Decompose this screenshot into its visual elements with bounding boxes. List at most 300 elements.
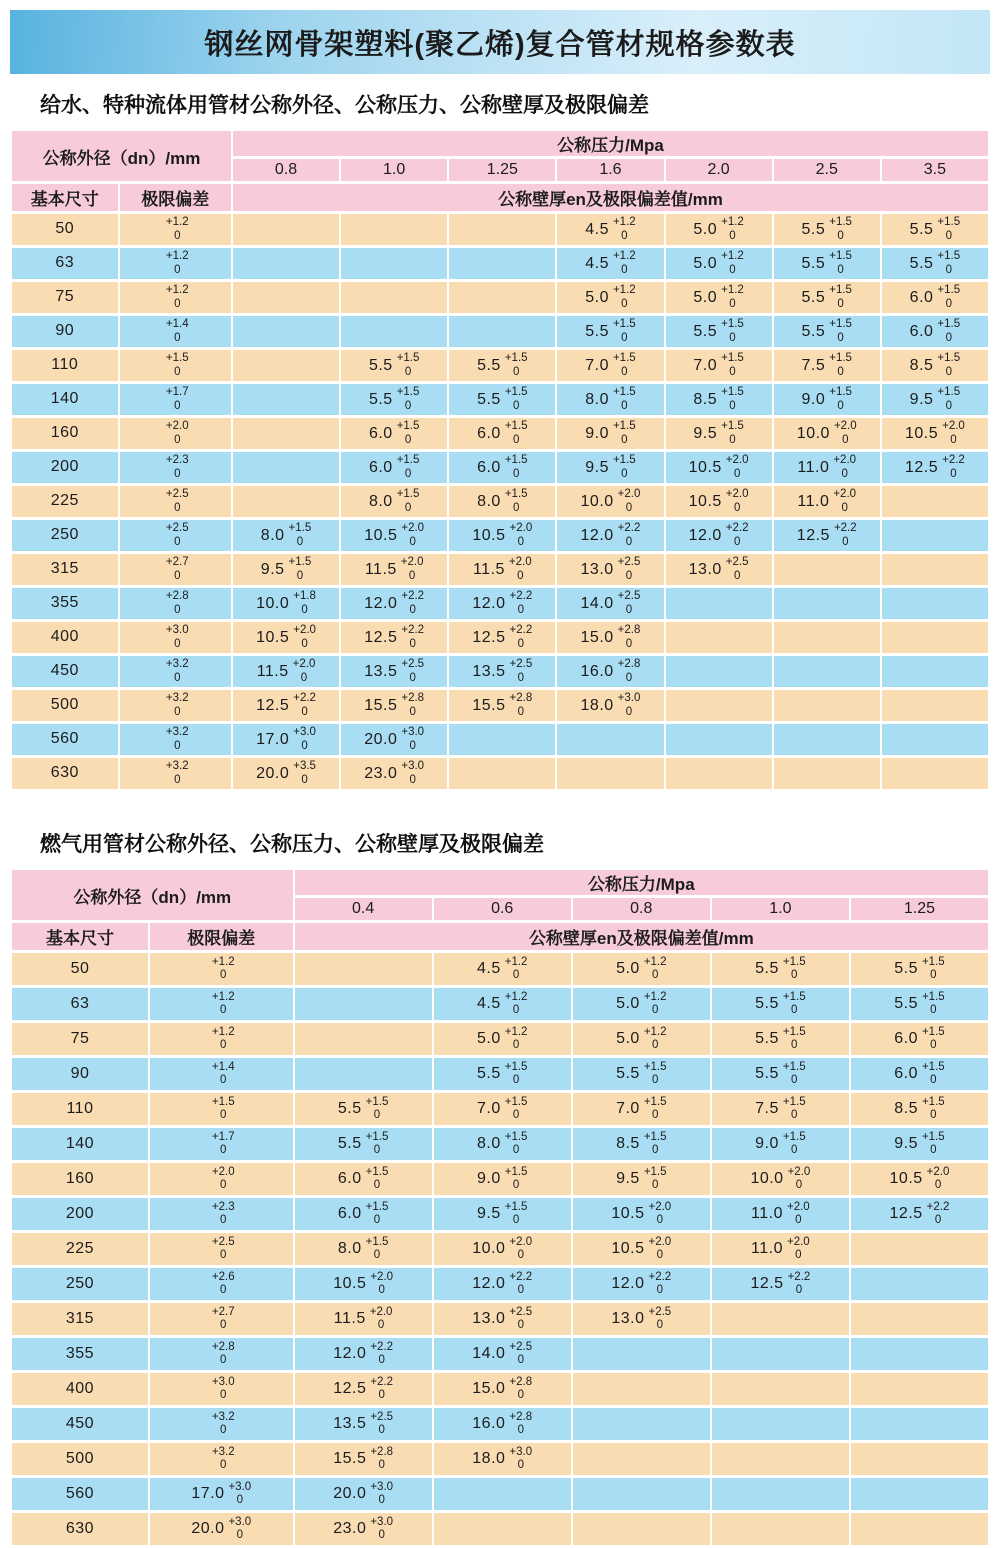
lower-deviation: 0 (174, 773, 181, 786)
thickness-value (712, 1093, 849, 1125)
thickness-number: 6.0 (477, 458, 501, 476)
tolerance-stack (922, 1026, 945, 1052)
thickness-number: 12.5 (904, 458, 939, 476)
upper-deviation: +1.2 (643, 1025, 667, 1038)
tolerance-stack (937, 386, 960, 412)
table-row (12, 520, 988, 551)
lower-deviation: 0 (220, 1179, 227, 1191)
tolerance-stack (613, 352, 636, 378)
upper-deviation: +2.2 (926, 1200, 950, 1213)
empty-cell (666, 724, 772, 755)
thickness-number: 5.5 (801, 254, 826, 272)
thickness-value (573, 953, 710, 985)
thickness-number: 11.0 (751, 1240, 783, 1257)
upper-deviation: +1.4 (165, 318, 189, 331)
tolerance-stack (366, 1131, 389, 1157)
pressure-value: 0.6 (434, 898, 571, 920)
thickness-value (233, 724, 339, 755)
lower-deviation: 0 (220, 969, 227, 981)
lower-deviation: 0 (174, 671, 181, 684)
dn-number: 560 (65, 1484, 95, 1502)
tolerance-stack (212, 956, 235, 982)
lower-deviation: 0 (837, 399, 844, 412)
lower-deviation: 0 (220, 1004, 227, 1016)
thickness-value (434, 1023, 571, 1055)
dn-value (12, 1023, 148, 1055)
thickness-value (295, 1373, 432, 1405)
lower-deviation: 0 (512, 1214, 520, 1226)
thickness-value (449, 418, 555, 449)
thickness-number: 5.5 (368, 390, 393, 408)
upper-deviation: +2.0 (786, 1235, 810, 1248)
thickness-value (774, 316, 880, 347)
deviation-value (150, 1268, 293, 1300)
thickness-number: 9.5 (260, 560, 285, 578)
upper-deviation: +1.5 (504, 1095, 528, 1108)
empty-cell (434, 1478, 571, 1510)
dn-number: 250 (50, 526, 79, 544)
empty-cell (295, 953, 432, 985)
upper-deviation: +1.5 (365, 1095, 389, 1108)
lower-deviation: 0 (950, 467, 957, 480)
tolerance-stack (397, 352, 420, 378)
tolerance-stack (293, 624, 316, 650)
tolerance-stack (293, 726, 316, 752)
empty-cell (851, 1443, 988, 1475)
lower-deviation: 0 (378, 1389, 385, 1401)
dn-value (12, 554, 118, 585)
pressure-value: 0.4 (295, 898, 432, 920)
thickness-value (341, 452, 447, 483)
thickness-number: 8.5 (693, 390, 718, 408)
lower-deviation: 0 (512, 1074, 520, 1086)
pressure-value: 2.0 (666, 159, 772, 181)
thickness-value (434, 1128, 571, 1160)
upper-deviation: +1.5 (921, 955, 945, 968)
thickness-number: 5.5 (801, 322, 826, 340)
thickness-value (557, 622, 663, 653)
upper-deviation: +1.5 (643, 1060, 667, 1073)
thickness-value (712, 1128, 849, 1160)
thickness-number: 10.5 (364, 526, 398, 544)
upper-deviation: +2.8 (509, 1375, 533, 1388)
lower-deviation: 0 (409, 739, 416, 752)
lower-deviation: 0 (404, 467, 412, 480)
tolerance-stack (509, 1446, 532, 1472)
thickness-value (557, 384, 663, 415)
upper-deviation: +1.2 (165, 250, 189, 263)
thickness-number: 11.0 (797, 458, 830, 476)
lower-deviation: 0 (220, 1424, 227, 1436)
thickness-value (573, 1058, 710, 1090)
tolerance-stack (366, 1096, 389, 1122)
tolerance-stack (228, 1516, 251, 1542)
upper-deviation: +2.5 (370, 1410, 394, 1423)
empty-cell (851, 1338, 988, 1370)
tolerance-stack (212, 1201, 235, 1227)
lower-deviation: 0 (517, 1424, 524, 1436)
dn-number: 110 (66, 1099, 94, 1117)
thickness-value (712, 1268, 849, 1300)
tolerance-stack (505, 488, 528, 514)
thickness-value (449, 486, 555, 517)
empty-cell (712, 1443, 849, 1475)
thickness-number: 4.5 (585, 254, 609, 272)
thickness-number: 13.5 (333, 1415, 367, 1432)
dn-value (12, 758, 118, 789)
thickness-number: 9.5 (894, 1135, 918, 1152)
thickness-value (851, 1128, 988, 1160)
upper-deviation: +2.7 (165, 556, 189, 569)
lower-deviation: 0 (220, 1249, 227, 1261)
tolerance-stack (613, 420, 636, 446)
lower-deviation: 0 (378, 1284, 385, 1296)
lower-deviation: 0 (625, 705, 633, 718)
lower-deviation: 0 (625, 569, 633, 582)
upper-deviation: +3.0 (293, 726, 316, 739)
lower-deviation: 0 (517, 1389, 524, 1401)
deviation-value (150, 953, 293, 985)
dn-number: 630 (65, 1519, 95, 1537)
tolerance-stack (401, 760, 424, 786)
pressure-value: 2.5 (774, 159, 880, 181)
dn-value (12, 1373, 148, 1405)
table-row (12, 486, 988, 517)
upper-deviation: +2.0 (165, 420, 189, 433)
tolerance-stack (370, 1376, 393, 1402)
upper-deviation: +1.5 (829, 216, 852, 229)
table-row (12, 1268, 988, 1300)
table-row (12, 1513, 988, 1545)
tolerance-stack (166, 454, 189, 480)
lower-deviation: 0 (409, 705, 416, 718)
thickness-value (557, 350, 663, 381)
thickness-number: 9.5 (616, 1170, 640, 1187)
tolerance-stack (166, 352, 189, 378)
upper-deviation: +1.5 (504, 488, 528, 501)
empty-cell (712, 1408, 849, 1440)
thickness-number: 6.0 (337, 1205, 362, 1222)
empty-cell (851, 1478, 988, 1510)
upper-deviation: +2.0 (725, 454, 749, 467)
lower-deviation: 0 (651, 1144, 659, 1156)
lower-deviation: 0 (512, 1109, 520, 1121)
lower-deviation: 0 (236, 1529, 244, 1541)
thickness-number: 10.5 (904, 424, 939, 442)
tolerance-stack (613, 454, 636, 480)
lower-deviation: 0 (729, 331, 736, 344)
upper-deviation: +3.0 (370, 1515, 394, 1528)
lower-deviation: 0 (842, 535, 849, 548)
lower-deviation: 0 (301, 603, 308, 616)
lower-deviation: 0 (409, 671, 416, 684)
thickness-number: 10.5 (611, 1205, 645, 1222)
thickness-value (341, 554, 447, 585)
lower-deviation: 0 (512, 1179, 520, 1191)
tolerance-stack (370, 1411, 393, 1437)
dn-value (12, 282, 118, 313)
upper-deviation: +1.5 (365, 1235, 389, 1248)
thickness-number: 13.0 (611, 1310, 645, 1327)
dn-value (12, 588, 118, 619)
thickness-value (666, 282, 772, 313)
lower-deviation: 0 (837, 365, 844, 378)
tolerance-stack (618, 522, 641, 548)
nominal-pressure-header: 公称压力/Mpa (295, 870, 988, 895)
upper-deviation: +2.8 (509, 1410, 533, 1423)
tolerance-stack (649, 1271, 672, 1297)
dn-number: 630 (50, 764, 79, 782)
thickness-number: 12.0 (333, 1345, 367, 1362)
table-row (12, 1093, 988, 1125)
wall-thickness-header: 公称壁厚en及极限偏差值/mm (233, 184, 988, 211)
empty-cell (851, 1513, 988, 1545)
table-row (12, 953, 988, 985)
tolerance-stack (509, 1341, 532, 1367)
lower-deviation: 0 (404, 501, 412, 514)
lower-deviation: 0 (409, 603, 416, 616)
thickness-number: 12.5 (364, 628, 398, 646)
deviation-value (120, 350, 231, 381)
lower-deviation: 0 (220, 1039, 227, 1051)
tolerance-stack (618, 488, 641, 514)
thickness-number: 8.0 (260, 526, 285, 544)
lower-deviation: 0 (296, 569, 304, 582)
upper-deviation: +2.5 (211, 1235, 235, 1248)
lower-deviation: 0 (729, 365, 736, 378)
deviation-value (120, 622, 231, 653)
lower-deviation: 0 (174, 229, 181, 242)
lower-deviation: 0 (656, 1284, 664, 1296)
thickness-number: 20.0 (333, 1485, 367, 1502)
lower-deviation: 0 (795, 1284, 803, 1296)
table-row (12, 1478, 988, 1510)
upper-deviation: +2.0 (211, 1165, 235, 1178)
empty-cell (341, 248, 447, 279)
lower-deviation: 0 (174, 535, 181, 548)
thickness-number: 10.5 (472, 526, 506, 544)
lower-deviation: 0 (625, 603, 633, 616)
empty-cell (233, 418, 339, 449)
empty-cell (712, 1513, 849, 1545)
tolerance-stack (649, 1306, 672, 1332)
empty-cell (851, 1373, 988, 1405)
upper-deviation: +1.5 (504, 386, 528, 399)
tolerance-stack (166, 386, 189, 412)
lower-deviation: 0 (837, 297, 844, 310)
thickness-value (557, 656, 663, 687)
tolerance-stack (212, 1096, 235, 1122)
tolerance-stack (505, 1131, 528, 1157)
empty-cell (666, 758, 772, 789)
thickness-value (557, 588, 663, 619)
lower-deviation: 0 (945, 263, 952, 276)
thickness-value (341, 758, 447, 789)
dn-value (12, 486, 118, 517)
deviation-value (120, 554, 231, 585)
upper-deviation: +1.5 (829, 386, 852, 399)
water-pipe-table-body (12, 214, 988, 789)
lower-deviation: 0 (512, 365, 520, 378)
tolerance-stack (166, 522, 189, 548)
tolerance-stack (212, 991, 235, 1017)
table-row (12, 724, 988, 755)
tolerance-stack (613, 250, 636, 276)
thickness-number: 13.0 (688, 560, 722, 578)
table-row (12, 988, 988, 1020)
empty-cell (882, 622, 988, 653)
upper-deviation: +2.5 (509, 658, 533, 671)
tolerance-stack (649, 1201, 672, 1227)
tolerance-stack (721, 250, 744, 276)
thickness-number: 9.0 (476, 1170, 501, 1187)
thickness-number: 11.5 (333, 1310, 366, 1327)
deviation-value (120, 690, 231, 721)
upper-deviation: +2.3 (211, 1200, 235, 1213)
tolerance-stack (370, 1481, 393, 1507)
lower-deviation: 0 (795, 1179, 803, 1191)
thickness-number: 7.5 (755, 1100, 779, 1117)
thickness-number: 5.0 (693, 288, 718, 306)
upper-deviation: +1.5 (612, 386, 636, 399)
thickness-number: 5.5 (909, 254, 934, 272)
upper-deviation: +3.2 (211, 1410, 235, 1423)
upper-deviation: +2.5 (617, 556, 641, 569)
upper-deviation: +2.5 (401, 658, 425, 671)
thickness-value (557, 554, 663, 585)
thickness-number: 8.0 (477, 492, 501, 510)
lower-deviation: 0 (517, 705, 525, 718)
upper-deviation: +2.2 (509, 590, 533, 603)
lower-deviation: 0 (656, 1249, 664, 1261)
upper-deviation: +2.5 (617, 590, 641, 603)
thickness-number: 6.0 (909, 288, 934, 306)
empty-cell (573, 1338, 710, 1370)
lower-deviation: 0 (729, 263, 736, 276)
thickness-value (573, 1303, 710, 1335)
upper-deviation: +2.0 (400, 556, 424, 569)
table-row (12, 1128, 988, 1160)
thickness-number: 5.5 (894, 995, 918, 1012)
upper-deviation: +2.8 (165, 590, 189, 603)
thickness-value (573, 1023, 710, 1055)
lower-deviation: 0 (296, 535, 304, 548)
tolerance-stack (726, 454, 749, 480)
empty-cell (882, 588, 988, 619)
lower-deviation: 0 (621, 297, 628, 310)
tolerance-stack (509, 556, 532, 582)
dn-number: 315 (50, 560, 79, 578)
thickness-value (573, 1233, 710, 1265)
empty-cell (295, 1023, 432, 1055)
pressure-value: 3.5 (882, 159, 988, 181)
tolerance-stack (937, 216, 960, 242)
thickness-number: 9.5 (585, 458, 609, 476)
thickness-number: 17.0 (256, 730, 290, 748)
thickness-value (573, 1128, 710, 1160)
upper-deviation: +3.2 (165, 760, 189, 773)
upper-deviation: +1.2 (165, 216, 189, 229)
dn-value (12, 988, 148, 1020)
thickness-value (233, 622, 339, 653)
upper-deviation: +1.5 (504, 352, 528, 365)
tolerance-stack (644, 1131, 667, 1157)
lower-deviation: 0 (621, 229, 628, 242)
thickness-number: 9.0 (801, 390, 826, 408)
tolerance-stack (509, 1306, 532, 1332)
tolerance-stack (922, 956, 945, 982)
dn-value (12, 520, 118, 551)
thickness-number: 6.0 (894, 1065, 918, 1082)
lower-deviation: 0 (950, 433, 957, 446)
thickness-number: 9.0 (755, 1135, 779, 1152)
lower-deviation: 0 (651, 1109, 659, 1121)
tolerance-stack (401, 692, 424, 718)
tolerance-stack (166, 250, 189, 276)
thickness-value (666, 486, 772, 517)
tolerance-stack (726, 488, 749, 514)
deviation-value (150, 1408, 293, 1440)
thickness-value (557, 214, 663, 245)
lower-deviation: 0 (174, 603, 181, 616)
empty-cell (712, 1303, 849, 1335)
tolerance-stack (788, 1271, 811, 1297)
dn-number: 450 (65, 1414, 95, 1432)
thickness-value (233, 520, 339, 551)
thickness-value (295, 1233, 432, 1265)
deviation-value (150, 988, 293, 1020)
thickness-value (434, 1093, 571, 1125)
thickness-value (573, 1093, 710, 1125)
upper-deviation: +1.2 (721, 284, 744, 297)
upper-deviation: +1.7 (165, 386, 189, 399)
title-banner (10, 10, 990, 74)
empty-cell (712, 1338, 849, 1370)
thickness-value (851, 1163, 988, 1195)
thickness-number: 5.5 (755, 995, 779, 1012)
lower-deviation: 0 (404, 433, 412, 446)
tolerance-stack (721, 386, 744, 412)
tolerance-stack (509, 1271, 532, 1297)
tolerance-stack (644, 991, 667, 1017)
upper-deviation: +2.2 (370, 1375, 394, 1388)
lower-deviation: 0 (409, 637, 416, 650)
deviation-value (120, 384, 231, 415)
lower-deviation: 0 (373, 1144, 381, 1156)
upper-deviation: +1.5 (288, 556, 312, 569)
thickness-number: 9.5 (476, 1205, 501, 1222)
thickness-value (666, 350, 772, 381)
thickness-value (573, 988, 710, 1020)
thickness-value (774, 520, 880, 551)
upper-deviation: +2.0 (833, 420, 857, 433)
lower-deviation: 0 (174, 331, 181, 344)
thickness-number: 15.5 (472, 696, 506, 714)
lower-deviation: 0 (837, 229, 844, 242)
empty-cell (233, 350, 339, 381)
upper-deviation: +2.0 (508, 556, 532, 569)
tolerance-stack (212, 1411, 235, 1437)
thickness-value (434, 1303, 571, 1335)
tolerance-stack (829, 352, 852, 378)
thickness-number: 5.5 (909, 220, 934, 238)
thickness-number: 13.0 (580, 560, 614, 578)
wall-thickness-header: 公称壁厚en及极限偏差值/mm (295, 923, 988, 950)
upper-deviation: +1.5 (937, 386, 961, 399)
lower-deviation: 0 (220, 1074, 227, 1086)
table-row (12, 554, 988, 585)
upper-deviation: +1.2 (612, 216, 636, 229)
